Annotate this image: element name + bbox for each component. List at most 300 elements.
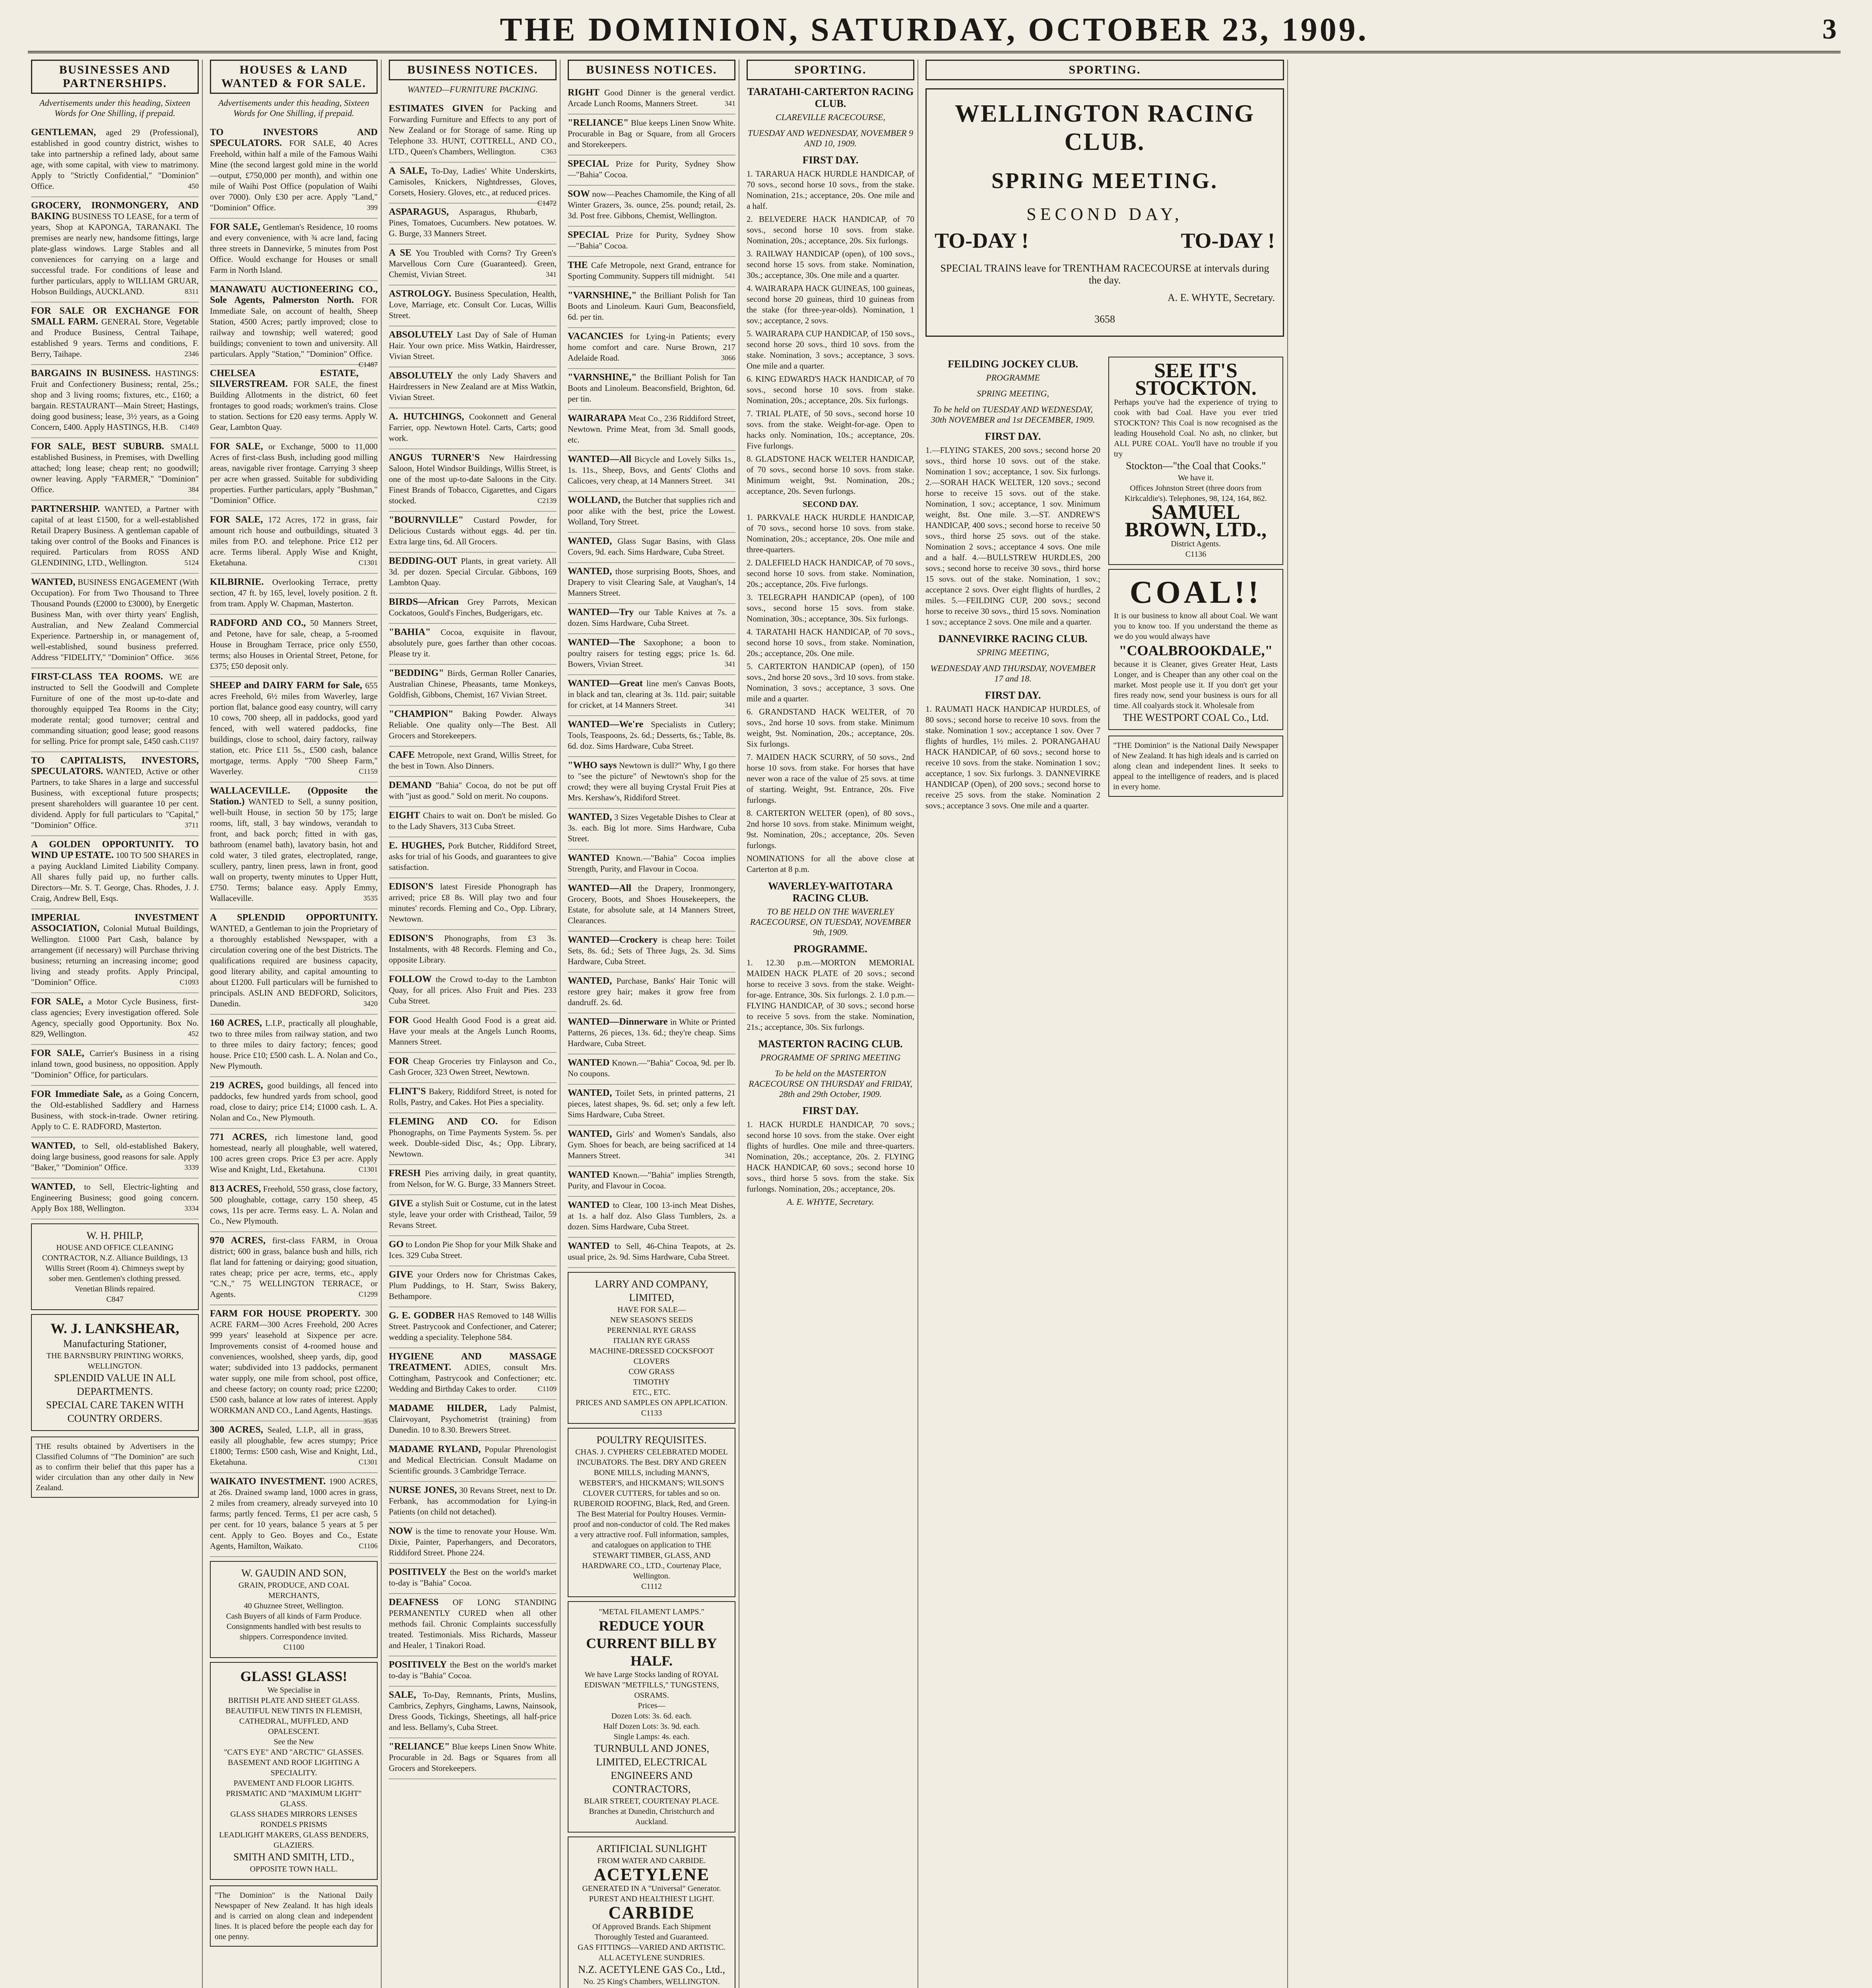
classified-ad [568,1013,735,1054]
classified-ad [389,1307,557,1348]
classified-ad [568,287,735,328]
ad-lead: WANTED, [31,1141,76,1151]
ad-lead: WANTED—Dinnerware [568,1017,668,1027]
classified-ad [568,84,735,115]
ad-code: 3339 [184,1163,199,1171]
race-item: 3. TELEGRAPH HANDICAP (open), of 100 sovs., second horse 15 sovs. from stake. Nomination, 30s.; acceptance, 30s. Six furlongs. [747,592,914,623]
column-footnote: "THE Dominion" is the National Daily Newspaper of New Zealand. It has high ideals and is carried on along clean and independent lines. It seeks to appeal to the intelligence of readers, and is placed in every home. [1108,736,1283,797]
ad-lead: E. HUGHES, [389,841,445,851]
club-line: WEDNESDAY AND THURSDAY, NOVEMBER 17 and 18. [930,663,1096,683]
ad-lead: FOR [389,1015,409,1025]
classified-ad [568,1167,735,1197]
ad-lead: WANTED—Great [568,678,643,689]
nominations-note [747,853,914,875]
ad-address: No. 25 King's Chambers, WELLINGTON. [583,1977,720,1986]
classified-ad [31,303,199,365]
ad-headline: COAL!! [1129,575,1262,610]
club-title: WELLINGTON RACING CLUB. [954,100,1255,155]
classified-ad [210,1473,378,1557]
race-item: 2. DALEFIELD HACK HANDICAP, of 70 sovs., second horse 10 sovs. from stake. Nomination, 20s.; acceptance, 20s. Five furlongs. [747,558,914,589]
ad-text: 1900 ACRES, at 26s. Drained swamp land, 1000 acres in grass, 2 miles from creamery, already surveyed into 10 farms; partly fenced. Terms, £1 per acre cash, 5 per cent. for 10 years, balance 5 years at 5 per cent. Apply to Geo. Boyes and Co., Estate Agents, Hamilton, Waikato. [210,1477,378,1551]
ad-text: Colonial Mutual Buildings, Wellington. £1000 Part Cash, balance by arrangement (if necessary) will Purchase thriving business; returning an increasing income; good living and steady profits. Apply Principal, "Dominion" Office. [31,924,199,987]
ad-text: SMALL established Business, in Premises, with Dwelling attached; long lease; cheap rent; no goodwill; owner leaving. Apply "FARMER," "Dominion" Office. [31,442,199,494]
ad-code: 3711 [184,821,199,829]
ad-text: WANTED, a Partner with capital of at least £1500, for a well-established Retail Drapery Business. A gentleman capable of taking over control of the Books and Finances is required. Particulars from ROSS AND GLENDINING, LTD., Wellington. [31,504,199,567]
classified-ad [568,257,735,287]
ad-lead: "BOURNVILLE" [389,515,464,525]
column-business-notices-2 [565,60,739,1988]
classified-ad [210,281,378,369]
ad-address: BLAIR STREET, COURTENAY PLACE. [584,1797,719,1806]
section-heading: BUSINESS NOTICES. [568,60,735,80]
classified-ad [210,1015,378,1077]
ad-lead: GO [389,1239,404,1250]
ad-lead: FOR SALE, [210,441,263,452]
sporting-split [925,353,1284,813]
ad-text: or Exchange, 5000 to 11,000 Acres of first-class Bush, including good milling areas, navigable river frontage. Carrying 3 sheep per acre when grassed. Suitable for subdividing properties. Further particulars, apply "Bushman," "Dominion" Office. [210,442,378,505]
ad-text: Cash Buyers of all kinds of Farm Produce. Consignments handled with best results to shippers. Correspondence invited. [226,1612,362,1641]
ad-text: Cookonnett and General Farrier, opp. Newtown Hotel. Carts, Carts; good work. [389,412,557,443]
classified-ad [389,1656,557,1687]
ad-code: C1469 [179,423,199,431]
ad-text: 30 Revans Street, next to Dr. Ferbank, has accommodation for Lying-in Patients (on child not detached). [389,1485,557,1516]
ad-title: POULTRY REQUISITES. [596,1434,707,1446]
advertiser-name: N.Z. ACETYLENE GAS Co., Ltd., [578,1964,725,1975]
classified-ad [568,880,735,932]
classified-ad [389,512,557,553]
ad-lead: WANTED—We're [568,719,644,730]
ad-text: Prize for Purity, Sydney Show—"Bahia" Cocoa. [568,159,735,179]
acetylene-ad [568,1837,735,1988]
ad-lead: WALLACEVILLE. (Opposite the Station.) [210,786,378,807]
ad-lead: FLINT'S [389,1086,426,1097]
ad-text: the Crowd to-day to the Lambton Quay, for all prices. Also Fruit and Pies. 233 Cuba Street. [389,975,557,1006]
classified-ad [568,492,735,533]
ad-text: 100 TO 500 SHARES in a paying Auckland Limited Liability Company. All shares fully paid up, no further calls. Directors—Mr. S. T. George, Chas. Rhodes, J. J. Craig, Andrew Bell, Esqs. [31,850,199,903]
ad-lead: WANTED, [31,1182,76,1192]
ad-code: 399 [367,204,378,212]
ad-list [568,84,735,1268]
advertiser-name: TURNBULL AND JONES, LIMITED, ELECTRICAL ENGINEERS AND CONTRACTORS, [594,1743,710,1795]
ad-lead: WANTED—All [568,454,632,464]
ad-lead: VACANCIES [568,331,623,342]
ad-text: 3 Sizes Vegetable Dishes to Clear at 3s. each. Big lot more. Sims Hardware, Cuba Street. [568,812,735,843]
ad-tag: "METAL FILAMENT LAMPS." [599,1607,704,1616]
race-item: 3. RAILWAY HANDICAP (open), of 100 sovs., second horse 15 sovs. from stake. Nomination, 30s.; acceptance, 30s. One mile and a quarter. [747,249,914,280]
ad-text: Metropole, next Grand, Willis Street, for the best in Town. Also Dinners. [389,750,557,771]
ad-code: 341 [725,99,735,107]
ad-lead: GIVE [389,1198,413,1209]
classified-ad [210,438,378,511]
ad-line: GAS FITTINGS—VARIED AND ARTISTIC. [578,1943,726,1952]
classified-ad [568,563,735,604]
ad-headline: CARBIDE [608,1903,695,1922]
club-line: PROGRAMME [986,373,1040,382]
ad-lead: WANTED [568,1200,610,1210]
ad-text: Prize for Purity, Sydney Show—"Bahia" Cocoa. [568,230,735,250]
ad-line: Branches at Dunedin, Christchurch and Auckland. [589,1807,714,1826]
ad-lead: 771 ACRES, [210,1132,267,1142]
classified-ad [568,675,735,716]
ad-text: Girls' and Women's Sandals, also Gym. Shoes for beach, are being sacrificed at 14 Manners Street. [568,1129,735,1160]
larry-ad [568,1272,735,1424]
race-item: 5. CARTERTON HANDICAP (open), of 150 sovs., 2nd horse 20 sovs., 3rd 10 sovs. from stake. Nomination, 3 sovs.; acceptance, 3 sovs. One mile and a quarter. [747,662,914,703]
ad-lead: "BAHIA" [389,627,431,637]
ad-text: ADIES, consult Mrs. Cottingham, Pastrycook and Confectioner; etc. Wedding and Birthday Cakes to order. [389,1363,557,1394]
ad-code: 8311 [184,287,199,295]
classified-ad [568,757,735,809]
section-heading: HOUSES & LAND WANTED & FOR SALE. [210,60,378,94]
ad-text: our Table Knives at 7s. a dozen. Sims Hardware, Cuba Street. [568,608,736,628]
classified-ad [389,1482,557,1523]
classified-ad [389,665,557,706]
ad-line: FROM WATER AND CARBIDE. [597,1856,706,1865]
ad-text: your Orders now for Christmas Cakes, Plum Puddings, to H. Starr, Swiss Bakery, Bethampore. [389,1270,557,1301]
ad-text: It is our business to know all about Coal. We want you to know too. If you understand the theme as we do you would always have [1114,612,1278,641]
section-heading: SPORTING. [925,60,1284,80]
ad-text: because it is Cleaner, gives Greater Heat, Lasts Longer, and is Cheaper than any other coal on the market. Most people use it. If you don't get your fires ready now, send your business is ours for all time. All coalyards stock it. Wholesale from [1114,660,1278,710]
columns [28,60,1845,1988]
ad-list [389,100,557,1779]
ad-text: BUSINESS ENGAGEMENT (With Occupation). For from Two Thousand to Three Thousand Pounds (£2000 to £3000), by Energetic Business Man, with over thirty years' English, Australian, and New Zealand Commercial Experience. Partnership in, or management of, well-established, sound business preferred. Address "FIDELITY," "Dominion" Office. [31,577,199,662]
ad-line: SPLENDID VALUE IN ALL DEPARTMENTS. [54,1372,176,1397]
ad-code: C1136 [1185,550,1207,559]
classified-ad [568,451,735,492]
ad-lines [573,1315,730,1398]
advertiser-name: SAMUEL BROWN, LTD., [1125,501,1267,541]
ad-headline: REDUCE YOUR CURRENT BILL BY HALF. [586,1618,717,1669]
price-line: Half Dozen Lots: 3s. 9d. each. [603,1722,700,1731]
ad-text: for Edison Phonographs, on Time Payments System. 5s. per week. Double-sided Disc, 4s.; Opp. Library, Newtown. [389,1117,557,1159]
ad-text: To-Day, Ladies' White Underskirts, Camisoles, Knickers, Nightdresses, Gloves, Corsets, Hosiery. Gloves, etc., at reduced prices. [389,166,557,197]
advertiser-name: THE WESTPORT COAL Co., Ltd. [1123,712,1269,723]
column-footnote: "The Dominion" is the National Daily Newspaper of New Zealand. It has high ideals and is carried on along clean and independent lines. It is placed before the people each day for one penny. [210,1885,378,1947]
seed-item: NEW SEASON'S SEEDS [610,1316,693,1324]
coalbrookdale-ad [1108,569,1283,730]
ad-line: PUREST AND HEALTHIEST LIGHT. [589,1895,714,1903]
ad-code: 3658 [1094,313,1115,325]
ad-lead: 219 ACRES, [210,1080,263,1091]
ad-lead: A. HUTCHINGS, [389,412,464,422]
ad-lead: SOW [568,189,590,199]
ad-lead: "WHO says [568,760,617,771]
ad-text: is cheap here: Toilet Sets, 8s. 6d.; Sets of Three Jugs, 2s. 3d. Sims Hardware, Cuba Street. [568,935,736,966]
ad-text: aged 29 (Professional), established in good country district, wishes to take into partnership a refined lady, about same age, with some capital, with view to matrimony. Apply to "Strictly Confidential," "Dominion" Office. [31,128,199,191]
ad-lead: BEDDING-OUT [389,556,458,566]
ad-text: to Clear, 100 13-inch Meat Dishes, at 1s. a half doz. Also Glass Tumblers, 2s. a dozen. Sims Hardware, Cuba Street. [568,1200,735,1231]
ad-text: Toilet Sets, in printed patterns, 21 pieces, latest shapes, 9s. 6d. set; only a few left. Sims Hardware, Cuba Street. [568,1088,735,1119]
race-list [925,445,1100,627]
masthead [28,7,1841,53]
ad-code: C847 [106,1295,124,1304]
ad-text: Phonographs, from £3 3s. Instalments, with 48 Records. Fleming and Co., opposite Library. [389,934,557,965]
ad-text: FOR SALE, the finest Building Allotments in the district, 60 feet frontages to good roads; workmen's trains. Close to station. Sections for £20 easy terms. Apply W. Gear, Lambton Quay. [210,379,378,432]
classified-ad [31,438,199,501]
ad-lead: WAIKATO INVESTMENT. [210,1476,326,1487]
ad-line: Of Approved Brands. Each Shipment Thoroughly Tested and Guaranteed. [592,1922,711,1941]
ad-code: 384 [188,485,199,493]
ad-slogan: Stockton—"the Coal that Cooks." [1126,460,1266,472]
ad-lead: WANTED, [568,976,612,986]
section-heading: BUSINESSES AND PARTNERSHIPS. [31,60,199,94]
ad-text: a stylish Suit or Costume, cut in the latest style, leave your order with Cristhead, Tailor, 59 Revans Street. [389,1199,557,1230]
advertiser-name: W. H. PHILP, [86,1230,144,1241]
race-list [747,1119,914,1194]
ad-lead: WANTED, [568,1129,612,1139]
programme-heading: PROGRAMME. [793,943,867,955]
ad-text: Gentleman's Residence, 10 rooms and every convenience, with ¾ acre land, facing three streets in Dannevirke, 5 minutes from Post Office. Would exchange for Houses or small Farm in North Island. [210,222,378,275]
classified-ad [31,124,199,197]
classified-ad [389,1738,557,1779]
ad-lead: 300 ACRES, [210,1425,263,1435]
ad-line: BEAUTIFUL NEW TINTS IN FLEMISH, CATHEDRAL, MUFFLED, AND OPALESCENT. [225,1706,362,1736]
race-item: 4. WAIRARAPA HACK GUINEAS, 100 guineas, second horse 20 guineas, third 10 guineas from the stake (for three-year-olds). Nomination, 1 sov.; acceptance, 2 sovs. [747,283,914,325]
ad-lead: PARTNERSHIP. [31,504,100,514]
ad-text: the Brilliant Polish for Tan Boots and Linoleum. Beaconsfield, Brighton, 6d. per tin. [568,373,735,404]
classified-ad [389,777,557,807]
race-item: 5. WAIRARAPA CUP HANDICAP, of 150 sovs., second horse 20 sovs., third 10 sovs. from the stake. Nomination, 3 sovs.; acceptance, 3 sovs. One mile and a quarter. [747,329,914,371]
race-item: 1. TARARUA HACK HURDLE HANDICAP, of 70 sovs., second horse 10 sovs., from the stake. Nomination, 21s.; acceptance, 20s. One mile and a half. [747,169,914,211]
classified-ad [389,1012,557,1053]
price-line: Prices— [638,1701,665,1710]
ad-lead: "RELIANCE" [568,118,629,128]
ad-text: Sealed, L.I.P., all in grass, easily all ploughable, few acres stumpy; Price £1800; Terms: £500 cash, Wise and Knight, Ltd., Eketahuna. [210,1425,378,1467]
ad-text: Good Health Good Food is a great aid. Have your meals at the Angels Lunch Rooms, Manners Street. [389,1015,557,1046]
ad-text: Pork Butcher, Riddiford Street, asks for trial of his Goods, and guarantees to give satisfaction. [389,841,557,872]
classified-ad [568,1085,735,1126]
ad-lead: ASTROLOGY. [389,289,452,299]
classified-ad [31,752,199,836]
philp-ad [31,1223,199,1310]
ad-lead: RADFORD AND CO., [210,618,306,628]
ad-lead: NURSE JONES, [389,1485,457,1495]
ad-lead: WOLLAND, [568,495,621,505]
race-item: 1. PARKVALE HACK HURDLE HANDICAP, of 70 sovs., second horse 10 sovs. from stake. Nomination, 20s.; acceptance, 20s. One mile and three-quarters. [747,513,914,554]
ad-code: 341 [546,270,557,278]
ad-lead: MADAME HILDER, [389,1403,487,1413]
ad-code: 452 [188,1030,199,1038]
ad-title: GLASS! GLASS! [240,1668,347,1684]
classified-ad [31,1178,199,1219]
ad-lead: FOLLOW [389,974,432,984]
ad-lead: DEMAND [389,780,432,790]
ad-code: 5124 [184,559,199,567]
ad-text: BUSINESS TO LEASE, for a term of years, Shop at KAPONGA, TARANAKI. The premises are nearly new, handsome fittings, large plate-glass windows. Large Stables and all conveniences for carrying on a large and successful trade. For conditions of lease and further particulars, apply to WILLIAM GRUAR, Hobson Buildings, AUCKLAND. [31,212,199,296]
ad-text: Plants, in great variety. All 3d. per dozen. Special Circular. Gibbons, 169 Lambton Quay. [389,556,557,587]
ad-code: C1301 [358,1165,378,1173]
race-text: 1.—FLYING STAKES, 200 sovs.; second horse 20 sovs., third horse 10 sovs. out of the stake. Nomination 1 sov.; acceptance, 1 sov. Six furlongs. 2.—SORAH HACK WELTER, 120 sovs.; second horse to receive 15 sovs. out of the stake. Nomination, 1 sov.; acceptance, 1 sov. Minimum weight, 8st. One mile. 3.—ST. ANDREW'S HANDICAP, 400 sovs.; second horse to receive 50 sovs., third horse 25 sovs. out of the stake. Nomination 2 sovs.; acceptance 4 sovs. One mile and a half. 4.—BULLSTREW HURDLES, 200 sovs.; second horse to receive 30 sovs., third horse 15 sovs. out of the stake. Nomination, 1 sov.; acceptance 2 sovs. Over eight flights of hurdles, 2 miles. 5.—FEILDING CUP, 200 sovs.; second horse to receive 30 sovs., third 15 sovs. Nomination 1 sov.; acceptance 2 sovs. One mile and a quarter. [925,445,1100,627]
classified-ad [210,782,378,909]
ad-lead: IMPERIAL INVESTMENT ASSOCIATION, [31,912,199,934]
ad-lead: GIVE [389,1270,413,1280]
classified-ad [568,604,735,634]
classified-ad [31,1138,199,1178]
classified-ad [568,328,735,369]
ad-code: C1299 [358,1290,378,1298]
ad-text: Business Speculation, Health, Love, Marriage, etc. Consult Cor. Lucas, Willis Street. [389,289,557,320]
ad-lead: SHEEP and DAIRY FARM for Sale, [210,680,363,691]
ad-text: FOR Immediate Sale, on account of health, Sheep Station, 4500 Acres; partly improved; close to railway and township; well watered; good buildings; convenient to town and university. All particulars. Apply "Station," "Dominion" Office. [210,295,378,359]
classified-ad [31,909,199,993]
ad-address: OPPOSITE TOWN HALL. [250,1865,338,1873]
ad-lead: ABSOLUTELY [389,371,453,381]
ad-code: 341 [725,477,735,485]
ad-line: Manufacturing Stationer, [63,1338,167,1349]
ad-lead: CAFE [389,750,415,760]
column-businesses [28,60,203,1988]
ad-lead: FRESH [389,1168,421,1178]
classified-ad [210,1180,378,1232]
classified-ad [210,615,378,677]
ad-lead: WANTED, [568,566,612,577]
race-item: 7. MAIDEN HACK SCURRY, of 50 sovs., 2nd horse 10 sovs. from stake. For horses that have never won a race of the value of 25 sovs. at time of starting. Weight, 9st. Entrance, 20s. Five furlongs. [747,752,914,805]
ad-text: Popular Phrenologist and Medical Electrician. Consult Madame on Scientific grounds. 3 Cambridge Terrace. [389,1444,557,1475]
classified-ad [568,227,735,257]
classified-ad [389,553,557,594]
ad-lead: A SALE, [389,166,427,176]
ad-text: for Packing and Forwarding Furniture and Effects to any port of New Zealand or for Storage of same. Ring up Telephone 33. HUNT, COTTRELL, AND CO., LTD., Queen's Chambers, Wellington. [389,104,557,156]
ad-text: Cocoa, exquisite in flavour, absolutely pure, goes farther than other cocoas. Please try it. [389,627,557,658]
ad-lead: WANTED, [568,1088,612,1098]
ad-text: 655 acres Freehold, 6½ miles from Waverley, large portion flat, balance good easy country, will carry 10 cows, 700 sheep, all in paddocks, good yard fenced, with well watered paddocks, fine buildings, close to school, dairy factory, railway station, etc. Price £11 5s., £500 cash, balance mortgage, terms. Apply "700 Sheep Farm," Waverley. [210,681,378,776]
ad-lead: SPECIAL [568,230,609,240]
page-number: 3 [1822,13,1837,45]
ad-text: Bicycle and Lovely Silks 1s., 1s. 11s., Sheep, Bovs, and Gents' Cloths and Calicoes, very cheap, at 14 Manners Street. [568,454,736,485]
ad-code: 2346 [184,350,199,358]
ad-text: good buildings, all fenced into paddocks, few hundred yards from school, good road, close to dairy; price £14; £1000 cash. L. A. Nolan and Co., New Plymouth. [210,1081,378,1122]
ad-lead: BARGAINS IN BUSINESS. [31,368,151,379]
race-list [925,704,1100,811]
ad-text: Asparagus, Rhubarb, Pines, Tomatoes, Cucumbers. New potatoes. W. G. Burge, 33 Manners Street. [389,207,557,238]
ad-text: 50 Manners Street, and Petone, have for sale, cheap, a 5-roomed House in Brougham Terrace, price only £550, terms; also Houses in Oriental Street, Petone, for £375; £50 deposit only. [210,618,378,671]
ad-text: "Bahia" Cocoa, do not be put off with "just as good." Sold on merit. No coupons. [389,780,557,801]
ad-code: C363 [541,148,557,155]
ad-text: Pies arriving daily, in great quantity, from Nelson, for W. G. Burge, 33 Manners Street. [389,1169,557,1189]
price-line: Dozen Lots: 3s. 6d. each. [611,1712,692,1720]
ad-lead: BIRDS—African [389,597,459,607]
ad-text: Cheap Groceries try Finlayson and Co., Cash Grocer, 323 Owen Street, Newtown. [389,1056,557,1077]
ad-code: C2139 [537,497,557,505]
club-line: CLAREVILLE RACECOURSE, [775,112,886,122]
ad-text: L.I.P., practically all ploughable, two to three miles from railway station, and two to three miles to dairy factory; fences; good house. Price £10; £500 cash. L. A. Nolan and Co., New Plymouth. [210,1018,378,1071]
classified-ad [389,1441,557,1482]
ad-text: WANTED to Sell, a sunny position, well-built House, in section 50 by 175; large rooms, lift, stall, 3 bay windows, verandah to front, and back porch; fitted in with gas, bathroom (enamel bath), lavatory basin, hot and cold water, 3 tiled grates, electroplated, range, scullery, pantry, linen press, lawn in front, good wall on property, twenty minutes to Upper Hutt, £750. Terms; balance easy. Apply Emmy, Wallaceville. [210,797,378,903]
ad-text: HAS Removed to 148 Willis Street. Pastrycook and Confectioner, and Caterer; wedding a speciality. Telephone 584. [389,1311,557,1342]
club-line: To be held on TUESDAY AND WEDNESDAY, 30th NOVEMBER and 1st DECEMBER, 1909. [931,404,1095,425]
ad-text: to Sell, 46-China Teapots, at 2s. usual price, 2s. 9d. Sims Hardware, Cuba Street. [568,1241,735,1262]
ad-lead: WANTED [568,1170,610,1180]
classified-ad [389,1564,557,1594]
ad-lead: WANTED [568,853,610,863]
column-business-notices-1 [386,60,561,1988]
ad-text: in White or Printed Patterns, 26 pieces, 13s. 6d.; they're cheap. Sims Hardware, Cuba Street. [568,1017,736,1048]
ad-line: THE BARNSBURY PRINTING WORKS, [46,1351,184,1360]
seed-item: ITALIAN RYE GRASS [613,1336,690,1345]
classified-ad [31,501,199,574]
sporting-left [925,353,1100,813]
ad-line: WELLINGTON. [87,1362,142,1371]
day-heading: FIRST DAY. [802,1105,859,1116]
ad-text: GENERAL Store, Vegetable and Produce Business, Central Taihape, established 9 years. Terms and conditions, F. Berry, Taihape. [31,317,199,359]
classified-ad [389,1687,557,1738]
ad-text: Birds, German Roller Canaries, Australian Chinese, Pheasants, tame Monkeys, Goldfish, Gibbons, Chemist, 167 Vivian Street. [389,668,557,699]
ad-code: C1472 [537,199,557,207]
ad-text: Purchase, Banks' Hair Tonic will restore grey hair; makes it grow free from dandruff. 2s. 6d. [568,976,735,1007]
ad-lead: WANTED, [31,577,76,587]
ad-text: Chairs to wait on. Don't be misled. Go to the Lady Shavers, 313 Cuba Street. [389,811,557,831]
ad-text: to London Pie Shop for your Milk Shake and Ices. 329 Cuba Street. [389,1240,557,1260]
ad-lead: "VARNSHINE," [568,290,637,301]
ad-code: C1112 [641,1582,662,1591]
ad-text: 172 Acres, 172 in grass, fair amount rich house and outbuildings, situated 3 miles from P.O. and telephone. Price £12 per acre. Terms liberal. Apply Wise and Knight, Eketahuna. [210,515,378,567]
classified-ad [210,1077,378,1129]
classified-ad [389,747,557,777]
classified-ad [210,1421,378,1473]
ad-text: Last Day of Sale of Human Hair. Your own price. Miss Watkin, Hairdresser, Vivian Street. [389,330,557,361]
ad-line: We have it. [1178,474,1214,482]
column-footnote: THE results obtained by Advertisers in the Classified Columns of "The Dominion" are such as to confirm their belief that this paper has a wider circulation than any other daily in New Zealand. [31,1437,199,1498]
classified-ad [389,930,557,971]
ad-text: Cafe Metropole, next Grand, entrance for Sporting Community. Suppers till midnight. [568,260,735,281]
advertiser-name: SMITH AND SMITH, LTD., [233,1851,354,1863]
ad-lead: FARM FOR HOUSE PROPERTY. [210,1309,361,1319]
race-item: 7. TRIAL PLATE, of 50 sovs., second horse 10 sovs. from the stake. Weight-for-age. Open to hacks only. Nomination, 10s.; acceptance, 20s. Five furlongs. [747,409,914,450]
classified-ad [568,1054,735,1085]
ad-text: the Butcher that supplies rich and poor alike with the best, price the Lowest. Wolland, Tory Street. [568,495,735,526]
club-title: WAVERLEY-WAITOTARA RACING CLUB. [768,880,893,904]
classified-ad [210,219,378,281]
ad-line: "CAT'S EYE" AND "ARCTIC" GLASSES. [224,1748,364,1757]
classified-ad [568,1126,735,1167]
classified-ad [389,408,557,449]
ad-lead: "BEDDING" [389,668,444,678]
ad-text: Overlooking Terrace, pretty section, 47 ft. by 165, level, lovely position. 2 ft. from tram. Apply W. Chapman, Masterton. [210,577,378,608]
ad-code: C1106 [359,1542,378,1550]
classified-ad [568,634,735,675]
ad-text: We have Large Stocks landing of ROYAL EDISWAN "METFILLS," TUNGSTENS, OSRAMS. [584,1670,719,1700]
ad-text: New Hairdressing Saloon, Hotel Windsor Buildings, Willis Street, is one of the most up-to-date Saloons in the City. Finest Brands of Tobacco, Cigarettes, and Cigars stocked. [389,453,557,505]
classified-ad [568,410,735,451]
ad-lead: GROCERY, IRONMONGERY, AND BAKING [31,200,199,221]
classified-ad [568,973,735,1013]
ad-lead: MANAWATU AUCTIONEERING CO., Sole Agents, Palmerston North. [210,284,378,305]
ad-line: GRAIN, PRODUCE, AND COAL MERCHANTS, [238,1581,349,1600]
price-list [573,1701,730,1742]
ad-lead: SALE, [389,1690,416,1700]
classified-ad [568,932,735,973]
ad-lead: 970 ACRES, [210,1235,266,1246]
classified-ad [389,837,557,878]
ad-line: PAVEMENT AND FLOOR LIGHTS. PRISMATIC AND "MAXIMUM LIGHT" GLASS. [226,1779,362,1808]
ad-headline: SEE IT'S STOCKTON. [1135,359,1257,400]
ad-lead: WAIRARAPA [568,413,627,423]
club-title: MASTERTON RACING CLUB. [758,1038,903,1050]
classified-ad [210,1129,378,1180]
ad-text: now—Peaches Chamomile, the King of all Winter Grazers, 3s. ounce, 25s. pound; retail, 2s. 3d. Post free. Gibbons, Chemist, Wellington. [568,189,736,220]
classified-ad [389,1053,557,1083]
ad-lead: A SPLENDID OPPORTUNITY. [210,912,378,923]
ad-lead: EDISON'S [389,933,434,944]
ad-line: ALL ACETYLENE SUNDRIES. [598,1953,705,1962]
classified-ad [568,155,735,186]
ad-code: 3066 [721,354,735,362]
ad-line: 40 Ghuznee Street, Wellington. [244,1602,344,1610]
club-line: TUESDAY AND WEDNESDAY, NOVEMBER 9 AND 10, 1909. [747,128,914,148]
classified-ad [210,124,378,219]
ad-code: 3535 [363,894,378,902]
ad-text: as a Going Concern, the Old-established Saddlery and Harness Business, with stock-in-trade. Owner retiring. Apply to C. E. RADFORD, Masterton. [31,1089,199,1131]
ad-lead: GENTLEMAN, [31,127,96,138]
